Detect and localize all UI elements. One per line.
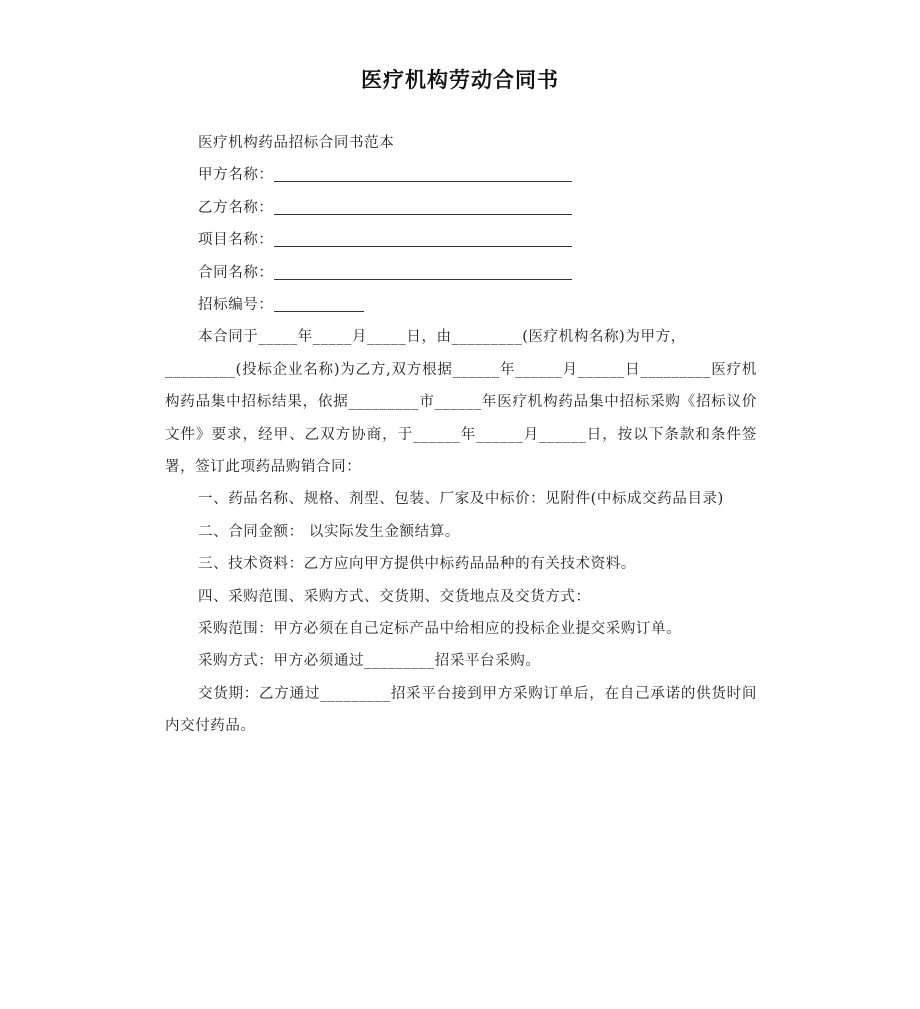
- document-body: [165, 127, 757, 743]
- purchase-method: 采购方式：甲方必须通过_________招采平台采购。: [198, 653, 541, 670]
- project-name-blank: [274, 232, 572, 248]
- project-name-field: [165, 224, 757, 256]
- party-b-name-field: [165, 192, 757, 224]
- clause-2: 二、合同金额： 以实际发生金额结算。: [198, 523, 460, 540]
- bid-number-label: 招标编号：: [198, 296, 274, 313]
- delivery-period: 交货期：乙方通过_________招采平台接到甲方采购订单后，在自己承诺的供货时间内交付药品。: [165, 685, 757, 735]
- document-title: 医疗机构劳动合同书: [361, 68, 559, 92]
- bid-number-field: [165, 289, 757, 321]
- contract-name-label: 合同名称：: [198, 264, 274, 281]
- party-b-name-label: 乙方名称：: [198, 199, 274, 216]
- purchase-scope: 采购范围：甲方必须在自己定标产品中给相应的投标企业提交采购订单。: [198, 621, 682, 637]
- party-b-name-blank: [274, 199, 572, 215]
- party-a-name-blank: [274, 167, 572, 183]
- clause-3: 三、技术资料：乙方应向甲方提供中标药品品种的有关技术资料。: [198, 556, 636, 573]
- subtitle: 医疗机构药品招标合同书范本: [198, 135, 395, 151]
- project-name-label: 项目名称：: [198, 232, 274, 249]
- party-a-name-label: 甲方名称：: [198, 167, 274, 184]
- clause-1: 一、药品名称、规格、剂型、包装、厂家及中标价：见附件(中标成交药品目录): [198, 491, 724, 508]
- intro-paragraph-body: _________(投标企业名称)为乙方,双方根据______年______月______日_________医疗机构药品集中招标结果，依据_________市______年医疗机构药品集中招标采购《招标议价文件》要求，经甲、乙双方协商，于______年______月______日，按以下条款和条件签署，签订此项药品购销合同：: [165, 361, 757, 475]
- party-a-name-field: [165, 159, 757, 191]
- bid-number-blank: [274, 296, 364, 312]
- intro-paragraph-line-1: 本合同于_____年_____月_____日，由_________(医疗机构名称)为甲方，: [198, 329, 686, 346]
- contract-name-field: [165, 257, 757, 289]
- clause-4: 四、采购范围、采购方式、交货期、交货地点及交货方式：: [198, 588, 591, 605]
- contract-name-blank: [274, 264, 572, 280]
